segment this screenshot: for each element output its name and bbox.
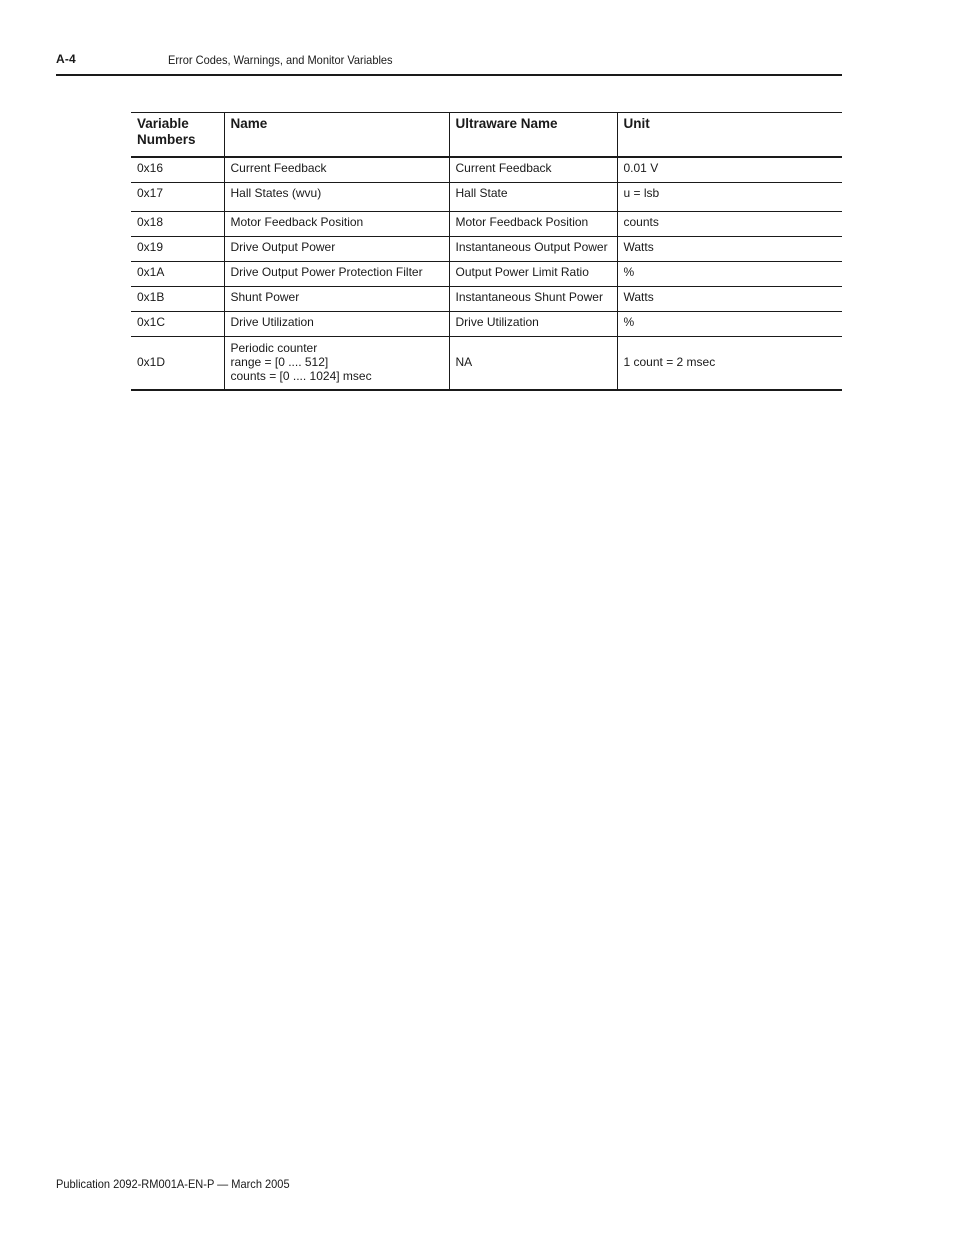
page-number: A-4 (56, 52, 76, 66)
cell-unit: 0.01 V (617, 157, 842, 183)
cell-name: Drive Utilization (224, 312, 449, 337)
cell-name: Shunt Power (224, 287, 449, 312)
cell-variable-number: 0x19 (131, 237, 224, 262)
cell-ultraware-name: Instantaneous Shunt Power (449, 287, 617, 312)
cell-ultraware-name: Hall State (449, 183, 617, 212)
table-row (131, 183, 842, 212)
table-row (131, 337, 842, 391)
cell-name: Drive Output Power Protection Filter (224, 262, 449, 287)
cell-name: Current Feedback (224, 157, 449, 183)
column-header-ultraware-name: Ultraware Name (449, 113, 617, 158)
cell-unit: 1 count = 2 msec (617, 337, 842, 391)
column-header-name: Name (224, 113, 449, 158)
table-row (131, 312, 842, 337)
cell-name: Hall States (wvu) (224, 183, 449, 212)
cell-unit: u = lsb (617, 183, 842, 212)
cell-variable-number: 0x1C (131, 312, 224, 337)
column-header-unit: Unit (617, 113, 842, 158)
cell-ultraware-name: Instantaneous Output Power (449, 237, 617, 262)
running-header-title: Error Codes, Warnings, and Monitor Variables (168, 53, 393, 67)
column-header-line: Numbers (137, 132, 196, 147)
column-header-line: Variable (137, 116, 189, 131)
cell-unit: counts (617, 212, 842, 237)
cell-variable-number: 0x1D (131, 337, 224, 391)
table-header-row (131, 113, 842, 158)
cell-ultraware-name: Drive Utilization (449, 312, 617, 337)
cell-unit: Watts (617, 287, 842, 312)
monitor-variables-table (131, 112, 842, 391)
cell-name-line: Periodic counter (230, 341, 318, 355)
cell-name: Motor Feedback Position (224, 212, 449, 237)
cell-ultraware-name: Motor Feedback Position (449, 212, 617, 237)
cell-unit: % (617, 312, 842, 337)
cell-name (224, 337, 449, 391)
cell-variable-number: 0x17 (131, 183, 224, 212)
table-row (131, 287, 842, 312)
table-row (131, 212, 842, 237)
cell-variable-number: 0x1A (131, 262, 224, 287)
cell-unit: Watts (617, 237, 842, 262)
cell-name-line: range = [0 .... 512] (230, 355, 329, 369)
cell-variable-number: 0x18 (131, 212, 224, 237)
cell-name: Drive Output Power (224, 237, 449, 262)
table-row (131, 157, 842, 183)
cell-name-line: counts = [0 .... 1024] msec (230, 369, 372, 383)
publication-footer: Publication 2092-RM001A-EN-P — March 2005 (56, 1177, 290, 1191)
table-row (131, 237, 842, 262)
cell-variable-number: 0x1B (131, 287, 224, 312)
header-rule (56, 74, 842, 76)
cell-ultraware-name: Output Power Limit Ratio (449, 262, 617, 287)
cell-unit: % (617, 262, 842, 287)
table-row (131, 262, 842, 287)
cell-variable-number: 0x16 (131, 157, 224, 183)
column-header-variable-numbers (131, 113, 224, 158)
cell-ultraware-name: Current Feedback (449, 157, 617, 183)
cell-ultraware-name: NA (449, 337, 617, 391)
